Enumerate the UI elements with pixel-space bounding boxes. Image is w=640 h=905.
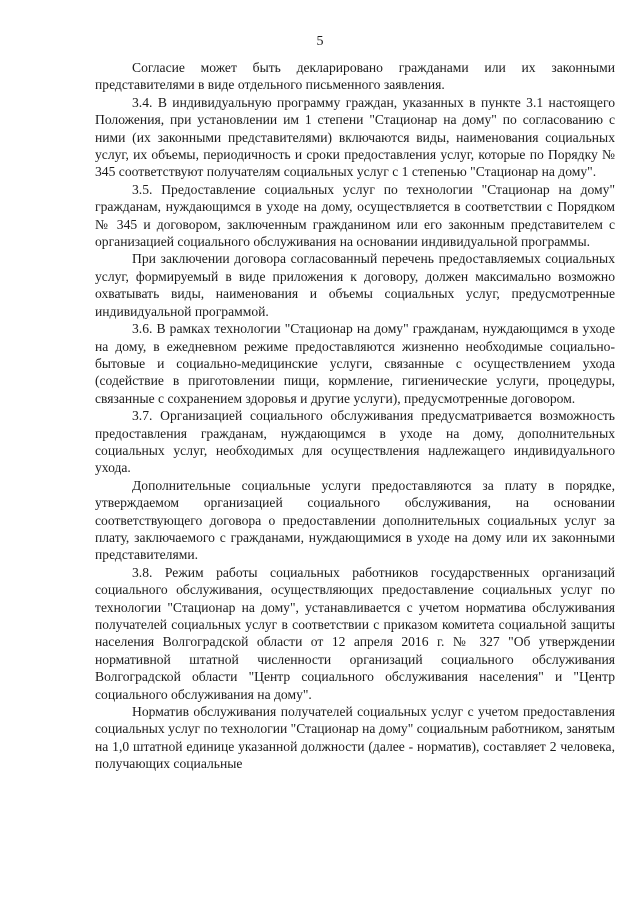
paragraph-consent: Согласие может быть декларировано гражданами или их законными представителями в виде отдельного письменного заявления.	[95, 60, 615, 93]
paragraph-3-5: 3.5. Предоставление социальных услуг по технологии "Стационар на дому" гражданам, нуждающимся в уходе на дому, осуществляется в соответствии с Порядком № 345 и договором, заключенным гражданином или его законным представителем с организацией социального обслуживания на основании индивидуальной программы.	[95, 181, 615, 250]
paragraph-3-8: 3.8. Режим работы социальных работников государственных организаций социального обслуживания, осуществляющих предоставление социальных услуг по технологии "Стационар на дому", устанавливается с учетом норматива обслуживания получателей социальных услуг в соответствии с приказом комитета социальной защиты населения Волгоградской области от 12 апреля 2016 г. № 327 "Об утверждении нормативной штатной численности организаций социального обслуживания Волгоградской области "Центр социального обслуживания населения" и "Центр социального обслуживания на дому".	[95, 564, 615, 702]
paragraph-additional-services: Дополнительные социальные услуги предоставляются за плату в порядке, утверждаемом организацией социального обслуживания, на основании соответствующего договора о предоставлении дополнительных социальных услуг за плату, заключаемого с гражданами, нуждающимися в уходе на дому или их законными представителями.	[95, 477, 615, 563]
page-number: 5	[316, 34, 324, 49]
paragraph-contract: При заключении договора согласованный перечень предоставляемых социальных услуг, формируемый в виде приложения к договору, должен максимально возможно охватывать виды, наименования и объемы социальных услуг, предусмотренные индивидуальной программой.	[95, 251, 615, 319]
paragraph-3-6: 3.6. В рамках технологии "Стационар на дому" гражданам, нуждающимся в уходе на дому, в ежедневном режиме предоставляются жизненно необходимые социально-бытовые и социально-медицинские услуги, связанные с осуществлением ухода (содействие в приготовлении пищи, кормление, гигиенические услуги, процедуры, связанные с сохранением здоровья и другие услуги), предусмотренные договором.	[95, 321, 615, 406]
document-body	[95, 59, 615, 773]
paragraph-3-4: 3.4. В индивидуальную программу граждан, указанных в пункте 3.1 настоящего Положения, при установлении им 1 степени "Стационар на дому" по согласованию с ними (их законными представителями) включаются виды, наименования социальных услуг, их объемы, периодичность и сроки предоставления услуг, которые по Порядку № 345 соответствуют получателям социальных услуг с 1 степенью "Стационар на дому".	[95, 94, 615, 180]
paragraph-norm: Норматив обслуживания получателей социальных услуг с учетом предоставления социальных услуг по технологии "Стационар на дому" социальным работником, занятым на 1,0 штатной единице указанной должности (далее - норматив), составляет 2 человека, получающих социальные	[95, 704, 615, 772]
paragraph-3-7: 3.7. Организацией социального обслуживания предусматривается возможность предоставления гражданам, нуждающимся в уходе на дому, дополнительных социальных услуг, необходимых для осуществления надлежащего индивидуального ухода.	[95, 408, 615, 476]
